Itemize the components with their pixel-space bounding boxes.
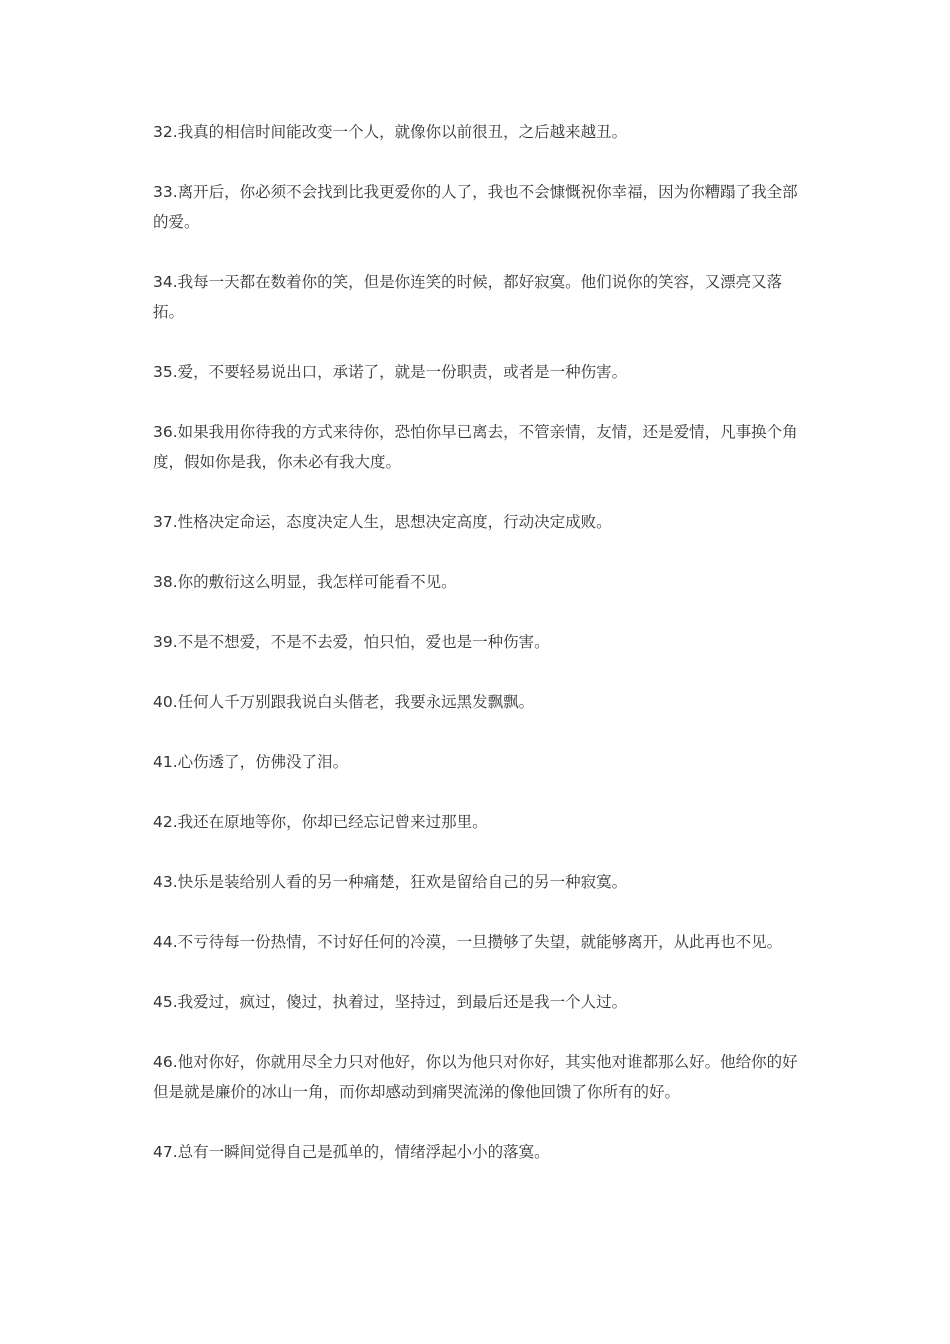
- quote-paragraph-45: 45.我爱过，疯过，傻过，执着过，坚持过，到最后还是我一个人过。: [153, 993, 628, 1011]
- quote-paragraph-43: 43.快乐是装给别人看的另一种痛楚，狂欢是留给自己的另一种寂寞。: [153, 873, 628, 891]
- quote-paragraph-32: 32.我真的相信时间能改变一个人，就像你以前很丑，之后越来越丑。: [153, 123, 628, 141]
- quote-paragraph-38: 38.你的敷衍这么明显，我怎样可能看不见。: [153, 573, 457, 591]
- quote-paragraph-33: 33.离开后，你必须不会找到比我更爱你的人了，我也不会慷慨祝你幸福，因为你糟蹋了我全部的爱。: [153, 183, 798, 231]
- quote-paragraph-34: 34.我每一天都在数着你的笑，但是你连笑的时候，都好寂寞。他们说你的笑容，又漂亮又落拓。: [153, 273, 783, 321]
- quote-paragraph-37: 37.性格决定命运，态度决定人生，思想决定高度，行动决定成败。: [153, 513, 612, 531]
- quote-paragraph-46: 46.他对你好，你就用尽全力只对他好，你以为他只对你好，其实他对谁都那么好。他给你的好但是就是廉价的冰山一角，而你却感动到痛哭流涕的像他回馈了你所有的好。: [153, 1053, 798, 1101]
- quote-paragraph-39: 39.不是不想爱，不是不去爱，怕只怕，爱也是一种伤害。: [153, 633, 550, 651]
- quote-paragraph-44: 44.不亏待每一份热情，不讨好任何的冷漠，一旦攒够了失望，就能够离开，从此再也不见。: [153, 933, 783, 951]
- quote-paragraph-35: 35.爱，不要轻易说出口，承诺了，就是一份职责，或者是一种伤害。: [153, 363, 628, 381]
- quote-paragraph-42: 42.我还在原地等你，你却已经忘记曾来过那里。: [153, 813, 488, 831]
- quote-paragraph-36: 36.如果我用你待我的方式来待你，恐怕你早已离去，不管亲情，友情，还是爱情，凡事换个角度，假如你是我，你未必有我大度。: [153, 423, 798, 471]
- quote-paragraph-40: 40.任何人千万别跟我说白头偕老，我要永远黑发飘飘。: [153, 693, 535, 711]
- document-body: [153, 117, 801, 1197]
- quote-paragraph-41: 41.心伤透了，仿佛没了泪。: [153, 753, 349, 771]
- quote-paragraph-47: 47.总有一瞬间觉得自己是孤单的，情绪浮起小小的落寞。: [153, 1143, 550, 1161]
